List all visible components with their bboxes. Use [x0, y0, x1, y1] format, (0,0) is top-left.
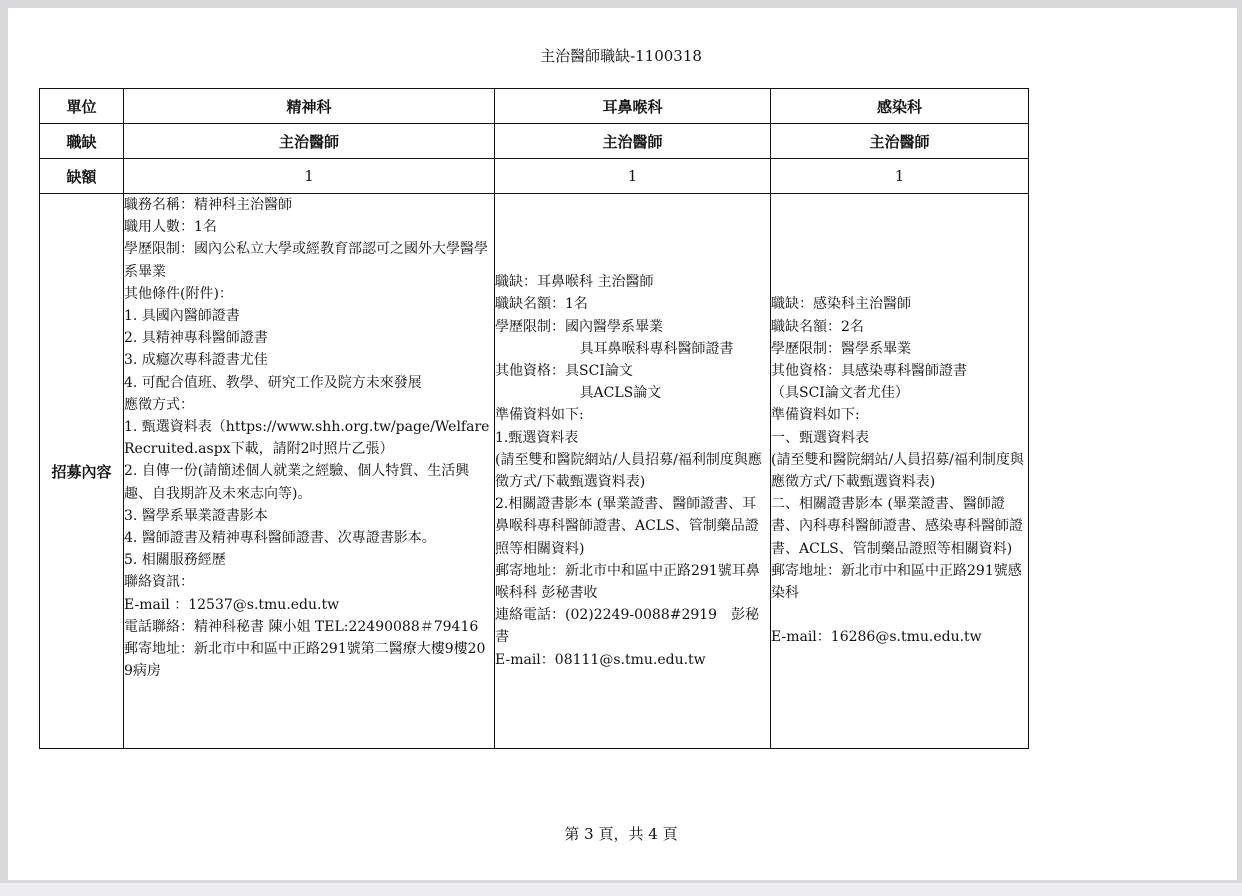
unit-psychiatry: 精神科 — [124, 89, 495, 124]
position-row-label: 職缺 — [40, 124, 124, 159]
page-number-footer: 第 3 頁，共 4 頁 — [564, 825, 678, 843]
content-ent: 職缺：耳鼻喉科 主治醫師 職缺名額：1名 學歷限制：國內醫學系畢業 具耳鼻喉科專科醫師證書 其他資格：具SCI論文 具ACLS論文 準備資料如下: 1.甄選資料表 (請至雙和醫院網站/人員招募/福利制度與應徵方式/下載甄選資料表) 2.相關證書影本 (畢業證書、醫師證書、耳鼻喉科專科醫師證書、ACLS、管制藥品證照等相關資料) 郵寄地址：新北市中和區中正路291號耳鼻喉科科 彭秘書收 連絡電話：(02)2249-0088#2919 彭秘書 E-mail：08111@s.tmu.edu.tw — [495, 194, 771, 749]
position-ent: 主治醫師 — [495, 124, 771, 159]
unit-infectious-disease: 感染科 — [771, 89, 1029, 124]
unit-row — [40, 89, 1029, 124]
unit-row-label: 單位 — [40, 89, 124, 124]
vacancies-psychiatry: 1 — [124, 159, 495, 194]
position-row — [40, 124, 1029, 159]
position-infectious-disease: 主治醫師 — [771, 124, 1029, 159]
content-psychiatry: 職務名稱：精神科主治醫師 職用人數：1名 學歷限制：國內公私立大學或經教育部認可之國外大學醫學系畢業 其他條件(附件)： 1. 具國內醫師證書 2. 具精神專科醫師證書 3. 成癮次專科證書尤佳 4. 可配合值班、教學、研究工作及院方未來發展 應徵方式： 1. 甄選資料表（https://www.shh.org.tw/page/WelfareRecruited.aspx下載，請附2吋照片乙張） 2. 自傳一份(請簡述個人就業之經驗、個人特質、生活興趣、自我期許及未來志向等)。 3. 醫學系畢業證書影本 4. 醫師證書及精神專科醫師證書、次專證書影本。 5. 相關服務經歷 聯絡資訊： E-mail ：12537@s.tmu.edu.tw 電話聯絡：精神科秘書 陳小姐 TEL:22490088＃79416 郵寄地址：新北市中和區中正路291號第二醫療大樓9樓209病房 — [124, 194, 495, 749]
vacancies-row — [40, 159, 1029, 194]
job-openings-table — [39, 88, 1029, 749]
content-infectious-disease: 職缺：感染科主治醫師 職缺名額：2名 學歷限制：醫學系畢業 其他資格：具感染專科醫師證書 （具SCI論文者尤佳） 準備資料如下: 一、甄選資料表 (請至雙和醫院網站/人員招募/福利制度與應徵方式/下載甄選資料表) 二、相關證書影本 (畢業證書、醫師證書、內科專科醫師證書、感染專科醫師證書、ACLS、管制藥品證照等相關資料) 郵寄地址：新北市中和區中正路291號感染科 E-mail：16286@s.tmu.edu.tw — [771, 194, 1029, 749]
document-title: 主治醫師職缺-1100318 — [540, 47, 702, 65]
content-row — [40, 194, 1029, 749]
vacancies-ent: 1 — [495, 159, 771, 194]
unit-ent: 耳鼻喉科 — [495, 89, 771, 124]
vacancies-infectious-disease: 1 — [771, 159, 1029, 194]
content-row-label: 招募內容 — [40, 194, 124, 749]
vacancies-row-label: 缺額 — [40, 159, 124, 194]
position-psychiatry: 主治醫師 — [124, 124, 495, 159]
next-page-edge — [0, 883, 1242, 896]
